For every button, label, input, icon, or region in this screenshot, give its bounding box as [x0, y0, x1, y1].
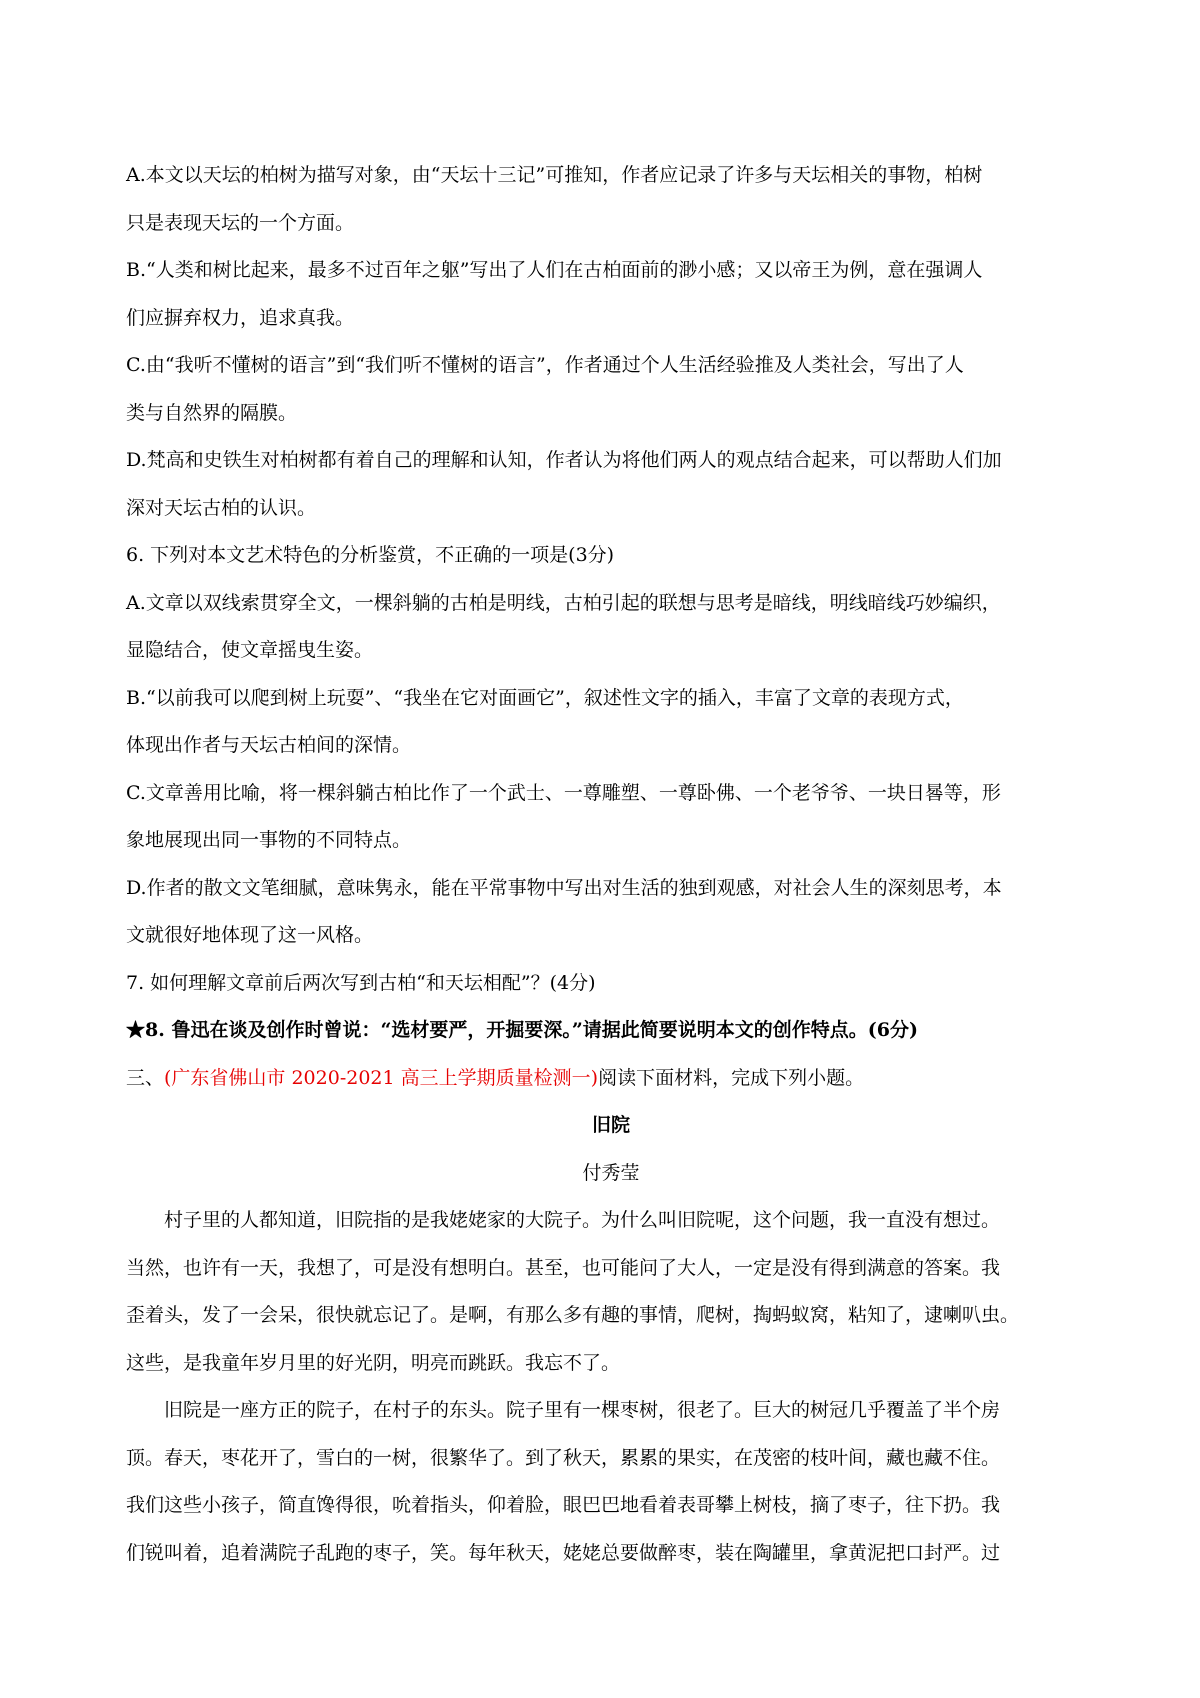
option-5c-line-1: C.由“我听不懂树的语言”到“我们听不懂树的语言”，作者通过个人生活经验推及人类社会，写出了人	[126, 354, 964, 376]
paragraph-1-line-1: 村子里的人都知道，旧院指的是我姥姥家的大院子。为什么叫旧院呢，这个问题，我一直没有想过。	[164, 1209, 1001, 1231]
option-5d-line-2: 深对天坛古柏的认识。	[126, 496, 317, 519]
paragraph-2-line-3: 我们这些小孩子，简直馋得很，吮着指头，仰着脸，眼巴巴地看着表哥攀上树枝，摘了枣子，往下扔。我	[126, 1494, 1001, 1516]
option-6d-line-1: D.作者的散文文笔细腻，意味隽永，能在平常事物中写出对生活的独到观感，对社会人生的深刻思考，本	[126, 876, 1002, 899]
article-title: 旧院	[591, 1114, 630, 1136]
option-6c	[126, 770, 1096, 865]
article-paragraph-1	[126, 1197, 1096, 1387]
question-8-text: ★8. 鲁迅在谈及创作时曾说：“选材要严，开掘要深。”请据此简要说明本文的创作特点。(6分)	[126, 1019, 919, 1041]
paragraph-1-line-4: 这些，是我童年岁月里的好光阴，明亮而跳跃。我忘不了。	[126, 1351, 621, 1374]
question-7	[126, 960, 1096, 1008]
paragraph-1-line-2: 当然，也许有一天，我想了，可是没有想明白。甚至，也可能问了大人，一定是没有得到满意的答案。我	[126, 1256, 1001, 1279]
article-title-block	[126, 1102, 1096, 1150]
option-6c-line-1: C.文章善用比喻，将一棵斜躺古柏比作了一个武士、一尊雕塑、一尊卧佛、一个老爷爷、一块日晷等，形	[126, 781, 1001, 804]
article-author-block	[126, 1150, 1096, 1198]
option-6c-line-2: 象地展现出同一事物的不同特点。	[126, 829, 412, 851]
section-3-source: (广东省佛山市 2020-2021 高三上学期质量检测一)	[164, 1066, 599, 1089]
option-5b-line-1: B.“人类和树比起来，最多不过百年之躯”写出了人们在古柏面前的渺小感；又以帝王为例，意在强调人	[126, 259, 983, 281]
question-7-text: 7. 如何理解文章前后两次写到古柏“和天坛相配”？(4分)	[126, 971, 596, 994]
option-6a-line-1: A.文章以双线索贯穿全文，一棵斜躺的古柏是明线，古柏引起的联想与思考是暗线，明线暗线巧妙编织，	[126, 591, 1001, 614]
paragraph-1-line-3: 歪着头，发了一会呆，很快就忘记了。是啊，有那么多有趣的事情，爬树，掏蚂蚁窝，粘知了，逮喇叭虫。	[126, 1304, 1020, 1326]
paragraph-2-line-2: 顶。春天，枣花开了，雪白的一树，很繁华了。到了秋天，累累的果实，在茂密的枝叶间，藏也藏不住。	[126, 1446, 1001, 1469]
section-3-instruction: 阅读下面材料，完成下列小题。	[598, 1066, 865, 1089]
article-author: 付秀莹	[582, 1161, 640, 1184]
option-5c-line-2: 类与自然界的隔膜。	[126, 401, 298, 424]
option-5d	[126, 437, 1096, 532]
section-3-line	[126, 1055, 1096, 1103]
section-3-prefix: 三、	[126, 1066, 165, 1089]
option-6b-line-2: 体现出作者与天坛古柏间的深情。	[126, 734, 412, 756]
option-5c	[126, 342, 1096, 437]
option-5d-line-1: D.梵高和史铁生对柏树都有着自己的理解和认知，作者认为将他们两人的观点结合起来，可以帮助人们加	[126, 449, 1002, 471]
question-8	[126, 1007, 1096, 1055]
option-6b-line-1: B.“以前我可以爬到树上玩耍”、“我坐在它对面画它”，叙述性文字的插入，丰富了文章的表现方式，	[126, 686, 964, 709]
option-6b	[126, 675, 1096, 770]
option-5b	[126, 247, 1096, 342]
article-paragraph-2	[126, 1387, 1096, 1577]
option-6a-line-2: 显隐结合，使文章摇曳生姿。	[126, 639, 374, 661]
option-6d-line-2: 文就很好地体现了这一风格。	[126, 924, 374, 946]
option-5a	[126, 152, 1096, 247]
page-content	[126, 152, 1096, 1577]
option-5a-line-2: 只是表现天坛的一个方面。	[126, 211, 355, 234]
option-6a	[126, 580, 1096, 675]
section-3-header	[126, 1055, 1096, 1103]
paragraph-2-line-4: 们锐叫着，追着满院子乱跑的枣子，笑。每年秋天，姥姥总要做醉枣，装在陶罐里，拿黄泥把口封严。过	[126, 1541, 1001, 1564]
option-6d	[126, 865, 1096, 960]
question-6-text: 6. 下列对本文艺术特色的分析鉴赏，不正确的一项是(3分)	[126, 544, 615, 566]
paragraph-2-line-1: 旧院是一座方正的院子，在村子的东头。院子里有一棵枣树，很老了。巨大的树冠几乎覆盖了半个房	[164, 1399, 1001, 1421]
option-5a-line-1: A.本文以天坛的柏树为描写对象，由“天坛十三记”可推知，作者应记录了许多与天坛相关的事物，柏树	[126, 164, 983, 186]
option-5b-line-2: 们应摒弃权力，追求真我。	[126, 306, 355, 329]
question-6	[126, 532, 1096, 580]
